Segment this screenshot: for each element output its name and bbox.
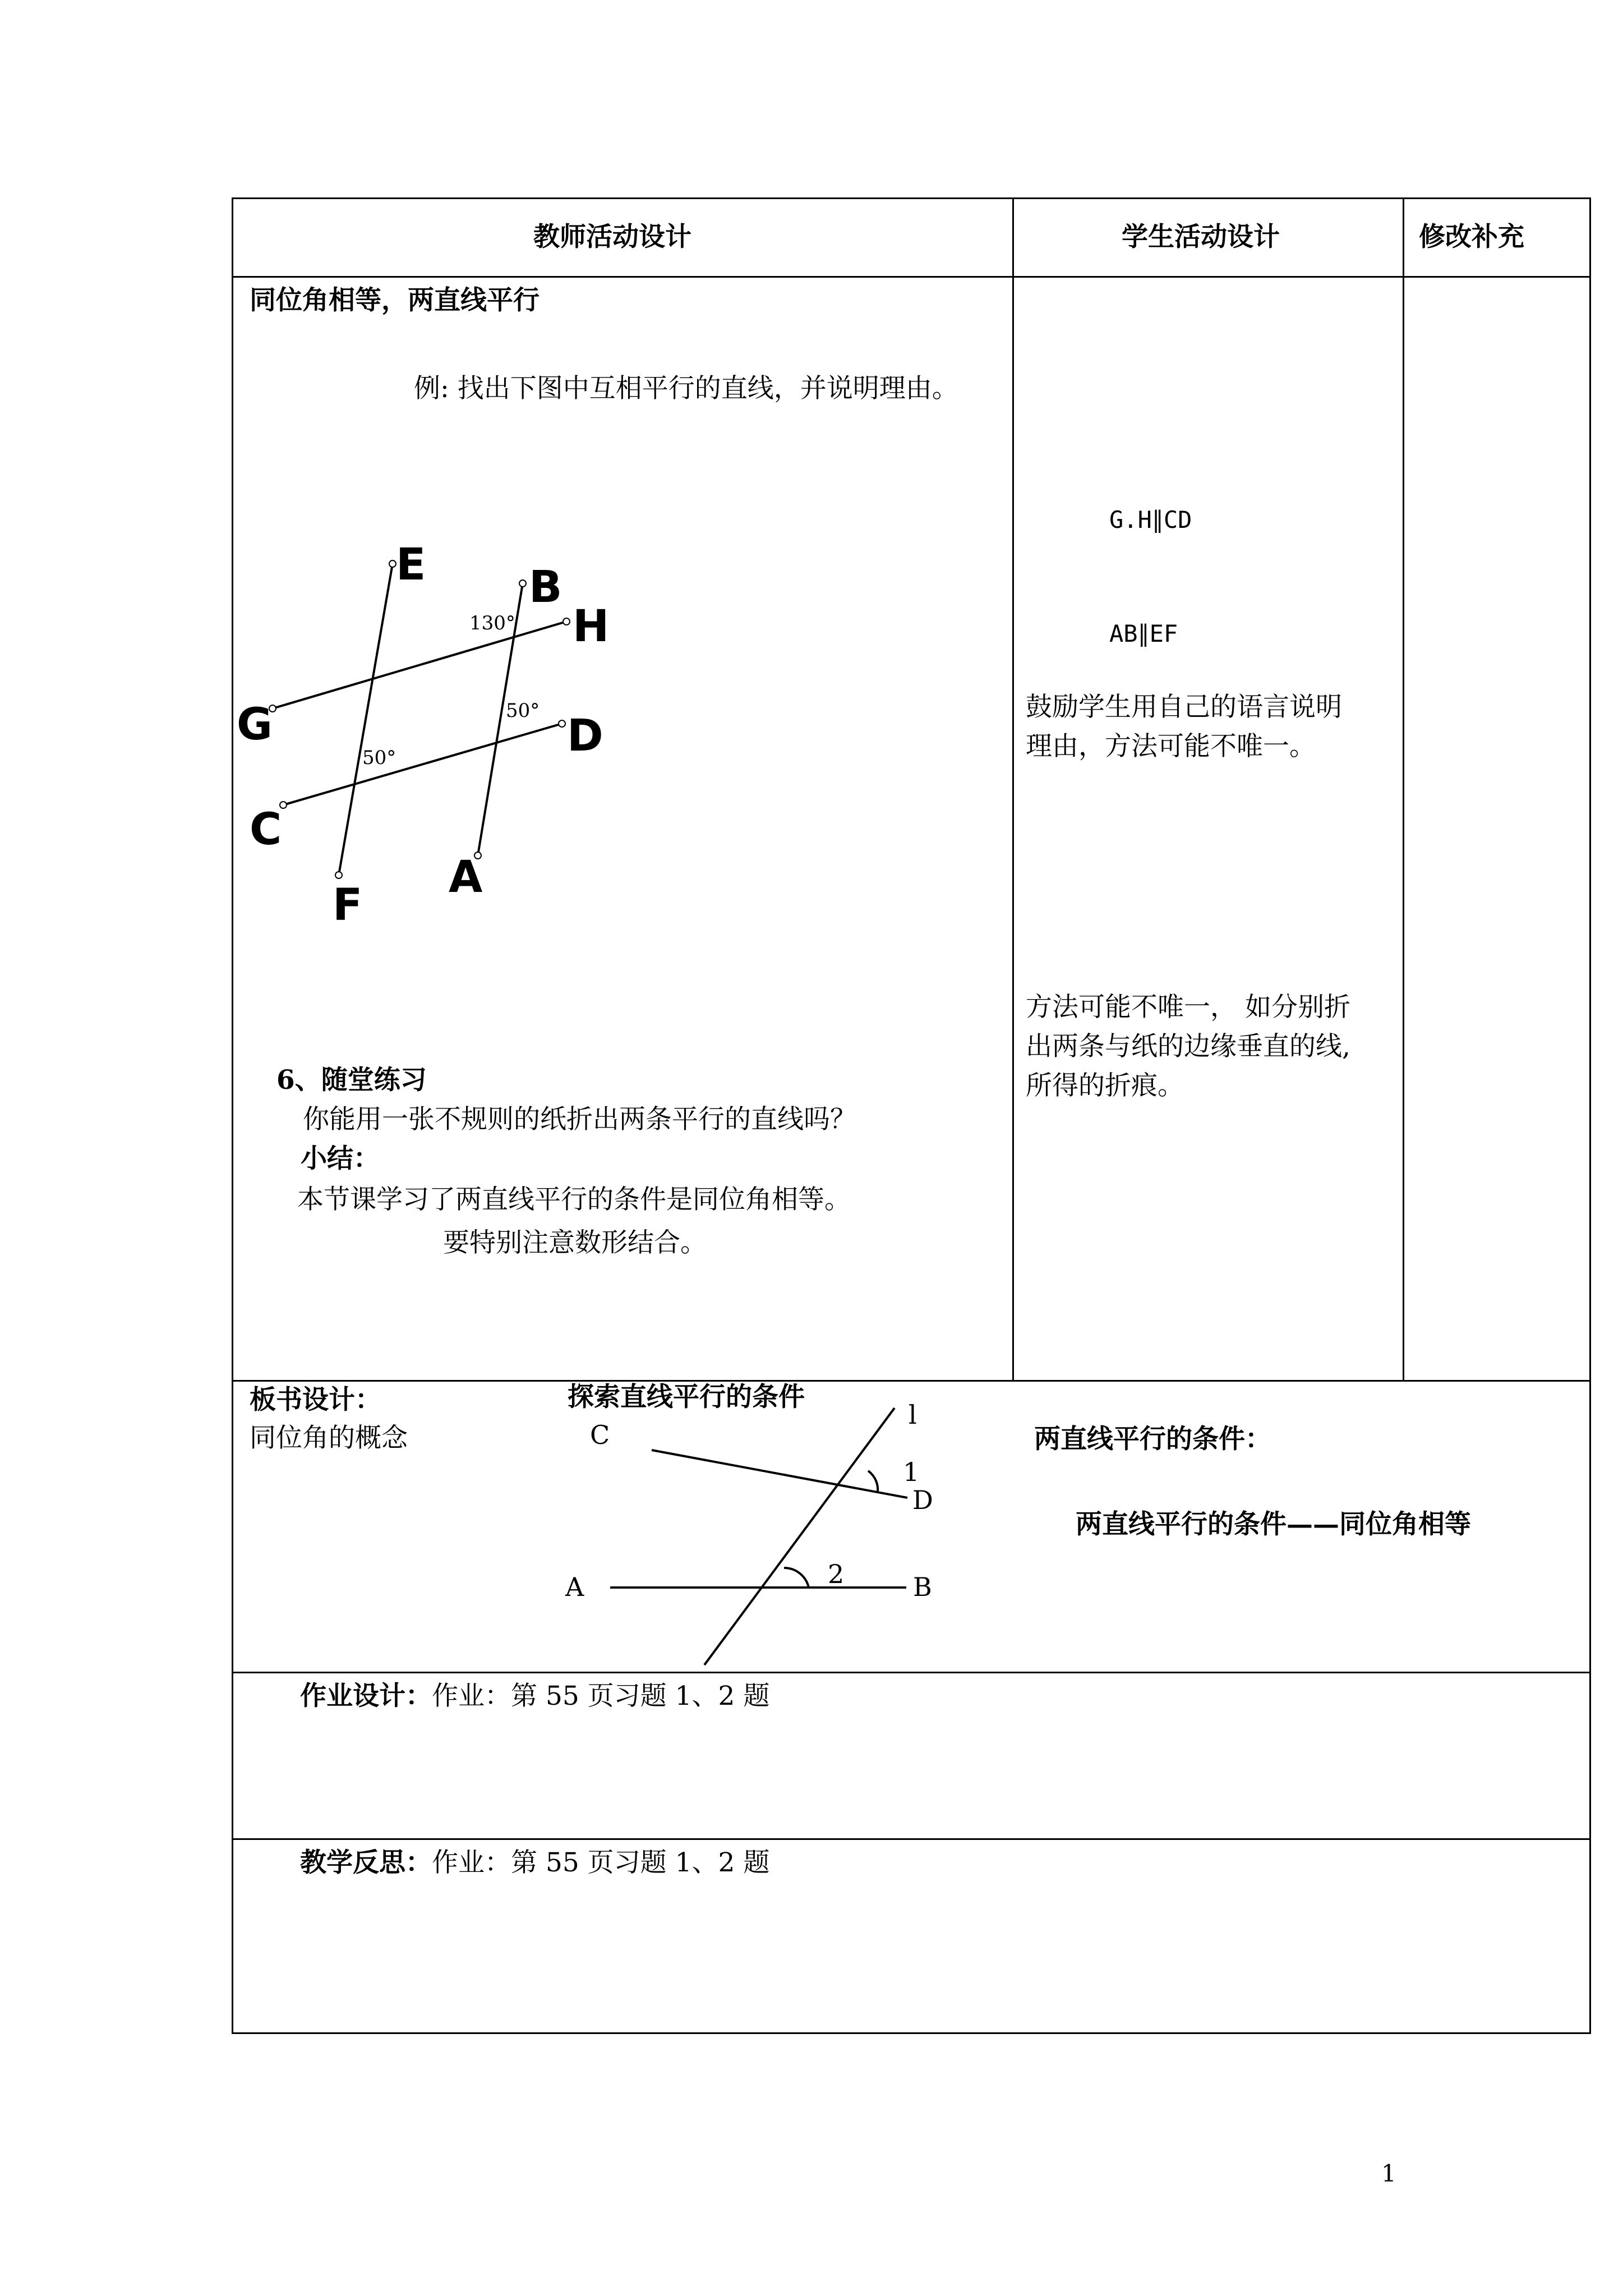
angle-2-arc xyxy=(784,1568,809,1588)
angle-130: 130° xyxy=(469,612,515,634)
reflection-text: 作业：第 55 页习题 1、2 题 xyxy=(432,1847,770,1878)
board-title: 探索直线平行的条件 xyxy=(568,1382,805,1412)
label-G: G xyxy=(237,700,273,750)
summary-title: 小结： xyxy=(301,1143,380,1174)
label-B: B xyxy=(529,562,562,613)
reflection-label: 教学反思： xyxy=(300,1847,432,1878)
summary-line-1: 本节课学习了两直线平行的条件是同位角相等。 xyxy=(297,1184,851,1215)
homework xyxy=(300,1679,769,1713)
method-line-3: 所得的折痕。 xyxy=(1026,1070,1184,1101)
header-teacher: 教师活动设计 xyxy=(533,222,691,252)
condition-title: 两直线平行的条件： xyxy=(1034,1424,1271,1455)
angle-1-label: 1 xyxy=(903,1457,920,1487)
angle-50-left: 50° xyxy=(362,747,396,769)
homework-label: 作业设计： xyxy=(300,1681,432,1711)
section-title: 同位角相等，两直线平行 xyxy=(250,285,540,316)
angle-2-label: 2 xyxy=(828,1559,845,1589)
encourage-line-1: 鼓励学生用自己的语言说明 xyxy=(1026,692,1342,723)
label-H: H xyxy=(573,601,610,652)
homework-text: 作业：第 55 页习题 1、2 题 xyxy=(432,1681,770,1711)
label-D: D xyxy=(567,711,603,761)
practice-question: 你能用一张不规则的纸折出两条平行的直线吗？ xyxy=(303,1104,856,1135)
answer-gh-cd: G.H∥CD xyxy=(1109,506,1192,533)
label-B: B xyxy=(913,1572,932,1602)
label-l: l xyxy=(909,1400,917,1430)
angle-1-arc xyxy=(868,1471,878,1492)
summary-line-2: 要特别注意数形结合。 xyxy=(443,1227,707,1258)
header-revise: 修改补充 xyxy=(1419,222,1524,252)
condition-text: 两直线平行的条件——同位角相等 xyxy=(1076,1509,1471,1540)
header-student: 学生活动设计 xyxy=(1122,222,1280,252)
board-concept: 同位角的概念 xyxy=(250,1423,408,1453)
label-C: C xyxy=(250,804,282,855)
line-CD xyxy=(652,1450,907,1498)
example-text: 例: 找出下图中互相平行的直线，并说明理由。 xyxy=(414,373,958,404)
label-F: F xyxy=(333,880,363,931)
label-A: A xyxy=(565,1572,584,1602)
method-line-2: 出两条与纸的边缘垂直的线, xyxy=(1026,1031,1350,1062)
answer-ab-ef: AB∥EF xyxy=(1109,620,1178,647)
label-E: E xyxy=(396,540,426,590)
encourage-line-2: 理由，方法可能不唯一。 xyxy=(1026,731,1316,762)
angle-50-right: 50° xyxy=(506,700,540,722)
board-label: 板书设计： xyxy=(250,1384,381,1415)
label-D: D xyxy=(912,1485,933,1515)
label-C: C xyxy=(590,1420,610,1450)
line-l xyxy=(704,1408,895,1665)
practice-title: 6、随堂练习 xyxy=(276,1065,427,1096)
reflection xyxy=(300,1846,769,1880)
page-number: 1 xyxy=(1381,2160,1396,2187)
method-line-1: 方法可能不唯一， 如分别折 xyxy=(1026,992,1350,1023)
label-A: A xyxy=(449,852,483,903)
